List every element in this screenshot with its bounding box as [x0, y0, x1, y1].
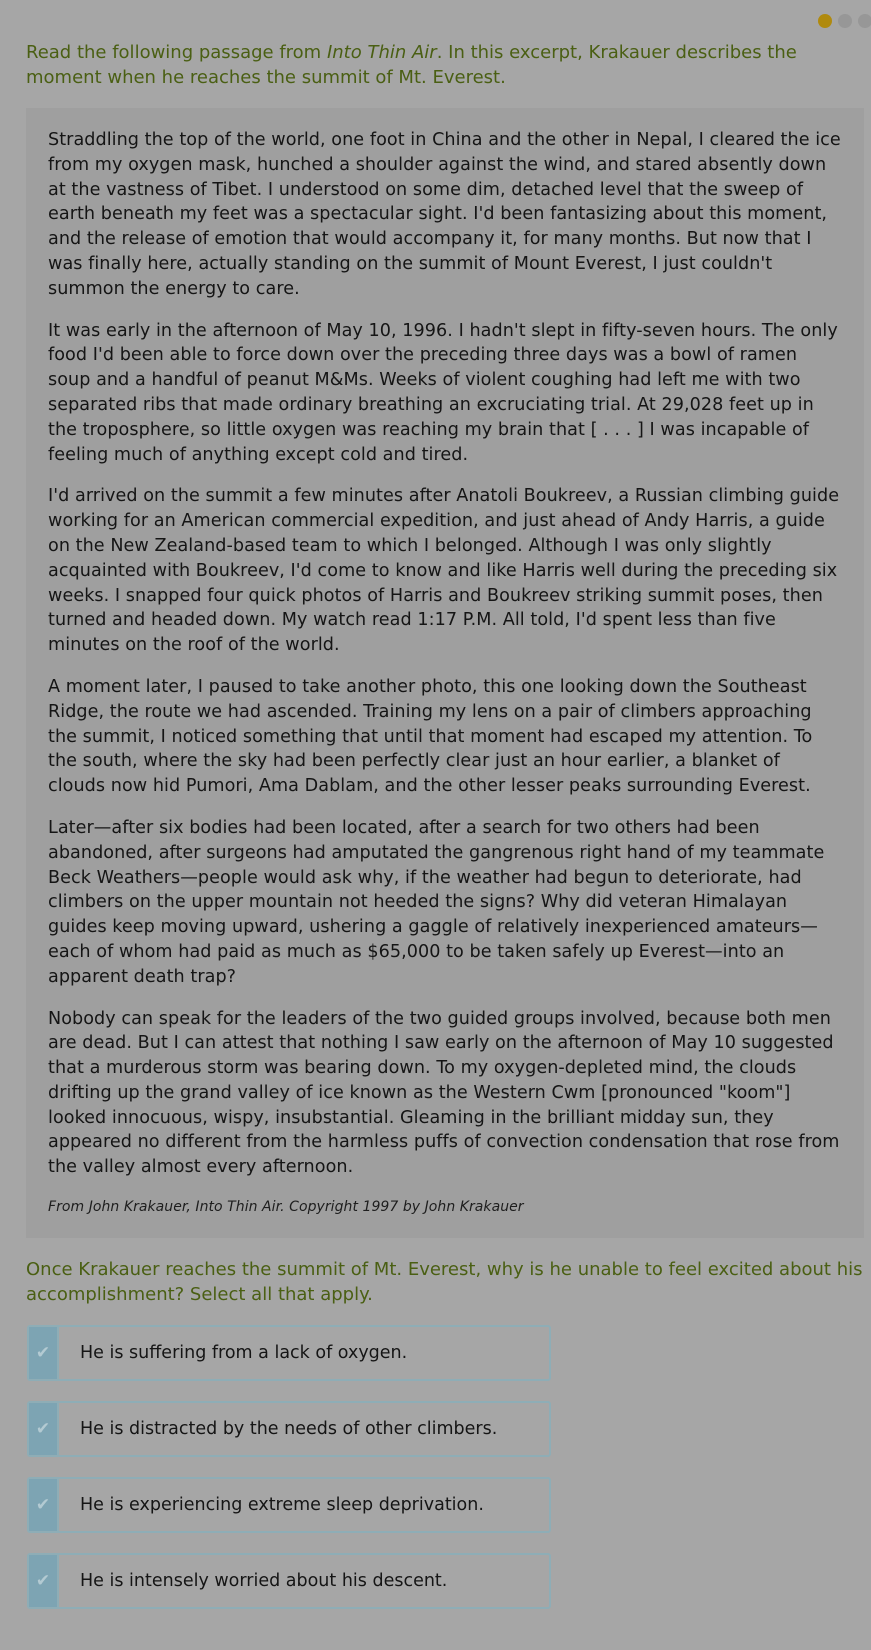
intro-instructions [26, 40, 846, 90]
answer-options [27, 1325, 551, 1629]
answer-option-2[interactable] [27, 1401, 551, 1457]
checkmark-icon[interactable]: ✔ [29, 1327, 59, 1379]
passage-paragraph-2: It was early in the afternoon of May 10, 1996. I hadn't slept in fifty-seven hours. The only food I'd been able to force down over the preceding three days was a bowl of ramen soup and a handful of peanut M&Ms. Weeks of violent coughing had left me with two separated ribs that made ordinary breathing an excruciating trial. At 29,028 feet up in the troposphere, so little oxygen was reaching my brain that [ . . . ] I was incapable of feeling much of anything except cold and tired. [48, 320, 838, 465]
passage-box [26, 108, 864, 1238]
answer-option-label: He is experiencing extreme sleep deprivation. [80, 1495, 484, 1515]
passage-paragraph-6: Nobody can speak for the leaders of the two guided groups involved, because both men are dead. But I can attest that nothing I saw early on the afternoon of May 10 suggested that a murderous storm was bearing down. To my oxygen-depleted mind, the clouds drifting up the grand valley of ice known as the Western Cwm [pronounced "koom"] looked innocuous, wispy, insubstantial. Gleaming in the brilliant midday sun, they appeared no different from the harmless puffs of convection condensation that rose from the valley almost every afternoon. [48, 1008, 840, 1178]
progress-dots [818, 14, 871, 28]
passage-paragraph-5: Later—after six bodies had been located, after a search for two others had been abandoned, after surgeons had amputated the gangrenous right hand of my teammate Beck Weathers—people would ask why, if the weather had begun to deteriorate, had climbers on the upper mountain not heeded the signs? Why did veteran Himalayan guides keep moving upward, ushering a gaggle of relatively inexperienced amateurs—each of whom had paid as much as $65,000 to be taken safely up Everest—into an apparent death trap? [48, 817, 825, 987]
answer-option-label: He is intensely worried about his descent. [80, 1571, 448, 1591]
progress-dot-1 [818, 14, 832, 28]
progress-dot-2 [838, 14, 852, 28]
answer-option-4[interactable] [27, 1553, 551, 1609]
checkmark-icon[interactable]: ✔ [29, 1555, 59, 1607]
passage-paragraph-4: A moment later, I paused to take another photo, this one looking down the Southeast Ridge, the route we had ascended. Training my lens on a pair of climbers approaching the summit, I noticed something that until that moment had escaped my attention. To the south, where the sky had been perfectly clear just an hour earlier, a blanket of clouds now hid Pumori, Ama Dablam, and the other lesser peaks surrounding Everest. [48, 676, 813, 797]
passage-citation: From John Krakauer, Into Thin Air. Copyright 1997 by John Krakauer [48, 1199, 524, 1216]
book-title: Into Thin Air [326, 42, 437, 63]
checkmark-icon[interactable]: ✔ [29, 1403, 59, 1455]
progress-dot-3 [858, 14, 871, 28]
answer-option-label: He is suffering from a lack of oxygen. [80, 1343, 408, 1363]
answer-option-3[interactable] [27, 1477, 551, 1533]
passage-paragraph-1: Straddling the top of the world, one foot in China and the other in Nepal, I cleared the ice from my oxygen mask, hunched a shoulder against the wind, and stared absently down at the vastness of Tibet. I understood on some dim, detached level that the sweep of earth beneath my feet was a spectacular sight. I'd been fantasizing about this moment, and the release of emotion that would accompany it, for many months. But now that I was finally here, actually standing on the summit of Mount Everest, I just couldn't summon the energy to care. [48, 130, 841, 299]
question-prompt: Once Krakauer reaches the summit of Mt. Everest, why is he unable to feel excited about his accomplishment? Select all that apply. [26, 1259, 863, 1305]
answer-option-1[interactable] [27, 1325, 551, 1381]
answer-option-label: He is distracted by the needs of other climbers. [80, 1419, 498, 1439]
passage-paragraph-3: I'd arrived on the summit a few minutes after Anatoli Boukreev, a Russian climbing guide working for an American commercial expedition, and just ahead of Andy Harris, a guide on the New Zealand-based team to which I belonged. Although I was only slightly acquainted with Boukreev, I'd come to know and like Harris well during the preceding six weeks. I snapped four quick photos of Harris and Boukreev striking summit poses, then turned and headed down. My watch read 1:17 P.M. All told, I'd spent less than five minutes on the roof of the world. [48, 486, 840, 656]
intro-text-before: Read the following passage from [26, 42, 327, 63]
intro-text-after: . In this excerpt, Krakauer describes the moment when he reaches the summit of Mt. Everest. [26, 42, 797, 88]
checkmark-icon[interactable]: ✔ [29, 1479, 59, 1531]
